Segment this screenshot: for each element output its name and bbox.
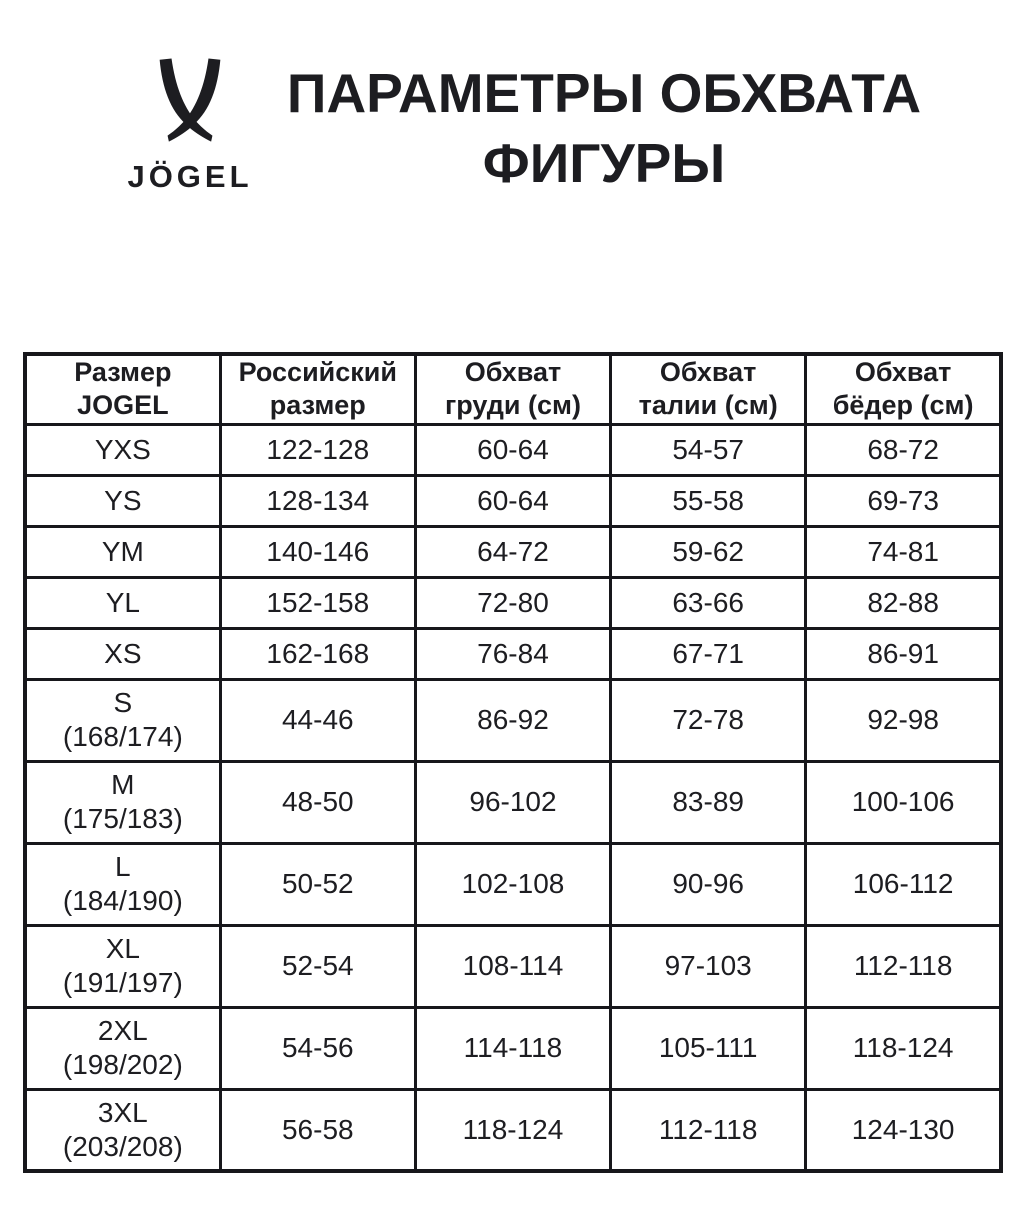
- cell-size: [25, 475, 220, 526]
- column-header: [220, 354, 415, 424]
- value-hips: 124-130: [851, 1113, 955, 1145]
- cell-hips: [806, 577, 1001, 628]
- cell-russian: [220, 1089, 415, 1171]
- cell-hips: [806, 925, 1001, 1007]
- cell-russian: [220, 475, 415, 526]
- cell-russian: [220, 424, 415, 475]
- column-header-line2: JOGEL: [77, 390, 169, 421]
- value-chest: 64-72: [477, 535, 549, 567]
- cell-waist: [611, 1007, 806, 1089]
- size-label: YXS: [94, 433, 151, 465]
- size-height-note: (203/208): [62, 1130, 183, 1162]
- value-chest: 72-80: [477, 586, 549, 618]
- cell-hips: [806, 761, 1001, 843]
- value-russian: 56-58: [281, 1113, 354, 1145]
- cell-chest: [415, 1089, 610, 1171]
- cell-size: [25, 526, 220, 577]
- value-russian: 52-54: [281, 950, 354, 981]
- cell-russian: [220, 1007, 415, 1089]
- size-table: [23, 352, 1003, 1173]
- cell-hips: [806, 424, 1001, 475]
- value-hips: 100-106: [851, 786, 955, 817]
- table-row: [25, 761, 1001, 843]
- column-header-line1: Российский: [238, 357, 397, 388]
- cell-waist: [611, 761, 806, 843]
- value-waist: 97-103: [664, 950, 752, 981]
- table-row: [25, 424, 1001, 475]
- size-height-note: (198/202): [62, 1049, 183, 1080]
- value-waist: 90-96: [672, 868, 744, 899]
- page-title-line2: ФИГУРЫ: [482, 132, 726, 194]
- value-hips: 118-124: [852, 1032, 954, 1063]
- cell-waist: [611, 628, 806, 679]
- brand-logo-text: JÖGEL: [127, 159, 253, 194]
- value-chest: 86-92: [477, 704, 549, 735]
- table-row: [25, 1007, 1001, 1089]
- value-russian: 54-56: [281, 1032, 354, 1063]
- value-russian: 50-52: [281, 868, 354, 899]
- column-header-line1: Размер: [74, 357, 172, 388]
- value-chest: 60-64: [477, 484, 549, 516]
- cell-chest: [415, 1007, 610, 1089]
- column-header: [415, 354, 610, 424]
- size-label: YL: [105, 586, 140, 618]
- size-label: S: [113, 687, 133, 718]
- cell-size: [25, 761, 220, 843]
- cell-waist: [611, 843, 806, 925]
- value-hips: 69-73: [867, 484, 939, 516]
- value-chest: 76-84: [477, 637, 549, 669]
- size-label: YM: [101, 535, 144, 567]
- value-hips: 106-112: [852, 868, 954, 899]
- column-header-line2: талии (см): [638, 390, 778, 421]
- cell-chest: [415, 761, 610, 843]
- cell-waist: [611, 1089, 806, 1171]
- cell-chest: [415, 475, 610, 526]
- value-russian: 162-168: [266, 637, 370, 669]
- table-row: [25, 577, 1001, 628]
- size-height-note: (175/183): [62, 803, 183, 834]
- value-hips: 74-81: [867, 535, 939, 567]
- column-header-line1: Обхват: [854, 357, 952, 388]
- cell-russian: [220, 577, 415, 628]
- jogel-logo-icon: [110, 58, 270, 146]
- table-header-row: [25, 354, 1001, 424]
- cell-russian: [220, 628, 415, 679]
- value-chest: 96-102: [469, 786, 557, 817]
- value-hips: 112-118: [853, 950, 953, 981]
- table-row: [25, 1089, 1001, 1171]
- column-header-line1: Обхват: [464, 357, 562, 388]
- cell-size: [25, 679, 220, 761]
- value-russian: 44-46: [281, 704, 354, 735]
- cell-waist: [611, 475, 806, 526]
- cell-chest: [415, 526, 610, 577]
- table-row: [25, 475, 1001, 526]
- value-hips: 82-88: [867, 586, 939, 618]
- brand-logo: [110, 58, 270, 195]
- size-label: XL: [105, 933, 140, 964]
- value-waist: 55-58: [672, 484, 744, 516]
- cell-hips: [806, 628, 1001, 679]
- cell-russian: [220, 925, 415, 1007]
- cell-size: [25, 628, 220, 679]
- cell-size: [25, 424, 220, 475]
- value-waist: 83-89: [672, 786, 744, 817]
- cell-size: [25, 577, 220, 628]
- cell-russian: [220, 843, 415, 925]
- cell-waist: [611, 925, 806, 1007]
- cell-chest: [415, 577, 610, 628]
- cell-russian: [220, 679, 415, 761]
- cell-hips: [806, 843, 1001, 925]
- page-title-line1: ПАРАМЕТРЫ ОБХВАТА: [286, 62, 922, 124]
- cell-chest: [415, 925, 610, 1007]
- cell-size: [25, 925, 220, 1007]
- cell-hips: [806, 526, 1001, 577]
- value-russian: 122-128: [266, 433, 370, 465]
- cell-waist: [611, 577, 806, 628]
- value-russian: 128-134: [266, 484, 370, 516]
- cell-hips: [806, 1089, 1001, 1171]
- cell-chest: [415, 843, 610, 925]
- cell-waist: [611, 424, 806, 475]
- cell-hips: [806, 475, 1001, 526]
- cell-waist: [611, 679, 806, 761]
- value-russian: 140-146: [266, 535, 370, 567]
- value-chest: 60-64: [477, 433, 549, 465]
- size-height-note: (184/190): [62, 885, 183, 916]
- value-waist: 72-78: [672, 704, 744, 735]
- table-row: [25, 628, 1001, 679]
- value-chest: 118-124: [462, 1113, 564, 1145]
- column-header-line1: Обхват: [659, 357, 757, 388]
- value-chest: 114-118: [463, 1032, 563, 1063]
- cell-waist: [611, 526, 806, 577]
- size-label: 3XL: [97, 1096, 148, 1128]
- cell-hips: [806, 1007, 1001, 1089]
- value-chest: 102-108: [461, 868, 565, 899]
- value-hips: 68-72: [867, 433, 939, 465]
- value-waist: 59-62: [672, 535, 744, 567]
- cell-chest: [415, 679, 610, 761]
- cell-size: [25, 1007, 220, 1089]
- size-label: XS: [104, 637, 142, 669]
- value-chest: 108-114: [462, 950, 564, 981]
- cell-chest: [415, 628, 610, 679]
- size-label: 2XL: [97, 1015, 148, 1046]
- column-header: [611, 354, 806, 424]
- cell-size: [25, 843, 220, 925]
- cell-chest: [415, 424, 610, 475]
- size-label: L: [115, 851, 131, 882]
- page-title: [287, 58, 921, 198]
- value-hips: 86-91: [867, 637, 939, 669]
- cell-hips: [806, 679, 1001, 761]
- column-header-line2: размер: [269, 390, 366, 421]
- size-height-note: (168/174): [62, 721, 183, 752]
- table-row: [25, 843, 1001, 925]
- cell-russian: [220, 761, 415, 843]
- size-label: YS: [104, 484, 142, 516]
- value-waist: 54-57: [672, 433, 744, 465]
- value-waist: 63-66: [672, 586, 744, 618]
- column-header: [25, 354, 220, 424]
- value-waist: 105-111: [658, 1032, 758, 1063]
- column-header: [806, 354, 1001, 424]
- size-label: M: [111, 769, 135, 800]
- value-russian: 48-50: [281, 786, 354, 817]
- table-row: [25, 526, 1001, 577]
- value-waist: 67-71: [672, 637, 744, 669]
- size-height-note: (191/197): [62, 967, 183, 998]
- table-row: [25, 679, 1001, 761]
- cell-russian: [220, 526, 415, 577]
- value-waist: 112-118: [658, 1113, 758, 1145]
- value-russian: 152-158: [266, 586, 370, 618]
- table-row: [25, 925, 1001, 1007]
- column-header-line2: бёдер (см): [832, 390, 974, 421]
- value-hips: 92-98: [867, 704, 939, 735]
- cell-size: [25, 1089, 220, 1171]
- column-header-line2: груди (см): [445, 390, 581, 421]
